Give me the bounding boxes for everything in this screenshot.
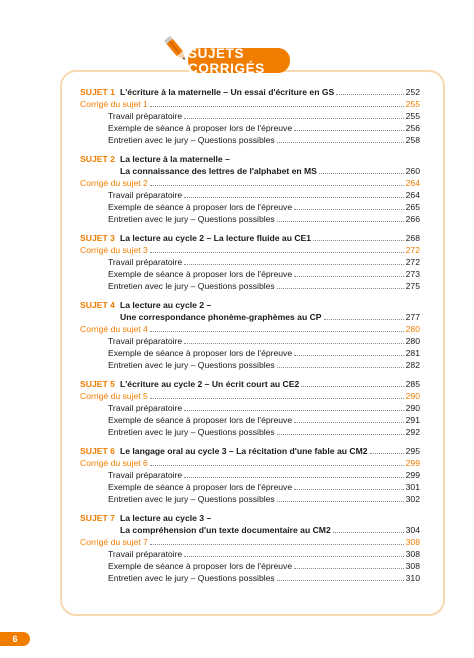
dot-leader (184, 410, 403, 411)
subject-title-row[interactable] (80, 378, 420, 390)
page-ref: 308 (405, 561, 420, 571)
page-ref: 255 (405, 99, 420, 109)
toc-entry[interactable] (80, 347, 420, 359)
subject-title: La lecture à la maternelle – (120, 154, 230, 164)
page-ref: 290 (405, 391, 420, 401)
page-ref: 291 (405, 415, 420, 425)
toc-entry[interactable] (80, 335, 420, 347)
page-ref: 310 (405, 573, 420, 583)
subject-title: L'écriture à la maternelle – Un essai d'écriture en GS (120, 87, 335, 97)
subject-number: SUJET 1 (80, 87, 115, 97)
page-ref: 268 (405, 233, 420, 243)
dot-leader (150, 185, 404, 186)
subject-title: Une correspondance phonème-graphèmes au CP (120, 312, 322, 322)
entry-label: Exemple de séance à proposer lors de l'épreuve (108, 123, 293, 133)
dot-leader (184, 264, 403, 265)
dot-leader (277, 580, 404, 581)
toc-entry[interactable] (80, 122, 420, 134)
entry-label: Exemple de séance à proposer lors de l'épreuve (108, 415, 293, 425)
page-ref: 258 (405, 135, 420, 145)
toc-entry[interactable] (80, 280, 420, 292)
corrige-label: Corrigé du sujet 6 (80, 458, 148, 468)
entry-label: Travail préparatoire (108, 549, 183, 559)
page-ref: 277 (405, 312, 420, 322)
page-ref: 272 (405, 245, 420, 255)
toc-entry[interactable] (80, 256, 420, 268)
entry-label: Exemple de séance à proposer lors de l'épreuve (108, 202, 293, 212)
dot-leader (294, 355, 404, 356)
page-ref: 299 (405, 470, 420, 480)
entry-label: Entretien avec le jury – Questions possibles (108, 214, 275, 224)
corrige-label: Corrigé du sujet 5 (80, 391, 148, 401)
dot-leader (184, 197, 403, 198)
subject-block (80, 232, 420, 292)
dot-leader (294, 276, 404, 277)
table-of-contents (80, 86, 420, 591)
subject-title-row[interactable] (80, 299, 420, 311)
entry-label: Exemple de séance à proposer lors de l'épreuve (108, 561, 293, 571)
subject-title: L'écriture au cycle 2 – Un écrit court au CE2 (120, 379, 300, 389)
page-ref: 301 (405, 482, 420, 492)
dot-leader (294, 489, 404, 490)
dot-leader (150, 106, 404, 107)
dot-leader (277, 367, 404, 368)
dot-leader (150, 398, 404, 399)
page-ref: 266 (405, 214, 420, 224)
page-ref: 272 (405, 257, 420, 267)
dot-leader (150, 331, 404, 332)
dot-leader (294, 209, 404, 210)
page-ref: 260 (405, 166, 420, 176)
toc-entry[interactable] (80, 213, 420, 225)
subject-title-row[interactable] (80, 512, 420, 524)
page-number: 6 (0, 632, 30, 646)
dot-leader (313, 240, 404, 241)
dot-leader (333, 532, 404, 533)
page-ref: 304 (405, 525, 420, 535)
corrige-row[interactable] (80, 98, 420, 110)
toc-entry[interactable] (80, 572, 420, 584)
dot-leader (294, 130, 404, 131)
page-ref: 308 (405, 537, 420, 547)
page-ref: 302 (405, 494, 420, 504)
corrige-row[interactable] (80, 390, 420, 402)
corrige-row[interactable] (80, 323, 420, 335)
corrige-row[interactable] (80, 177, 420, 189)
entry-label: Entretien avec le jury – Questions possibles (108, 281, 275, 291)
page-ref: 299 (405, 458, 420, 468)
dot-leader (370, 453, 404, 454)
toc-entry[interactable] (80, 414, 420, 426)
corrige-label: Corrigé du sujet 7 (80, 537, 148, 547)
page-ref: 265 (405, 202, 420, 212)
page-ref: 308 (405, 549, 420, 559)
corrige-label: Corrigé du sujet 3 (80, 245, 148, 255)
entry-label: Entretien avec le jury – Questions possibles (108, 135, 275, 145)
toc-entry[interactable] (80, 402, 420, 414)
dot-leader (277, 221, 404, 222)
subject-title-row[interactable] (80, 524, 420, 536)
toc-entry[interactable] (80, 481, 420, 493)
corrige-row[interactable] (80, 244, 420, 256)
entry-label: Entretien avec le jury – Questions possibles (108, 427, 275, 437)
subject-title: Le langage oral au cycle 3 – La récitation d'une fable au CM2 (120, 446, 368, 456)
dot-leader (150, 252, 404, 253)
subject-title-row[interactable] (80, 232, 420, 244)
dot-leader (277, 501, 404, 502)
dot-leader (336, 94, 403, 95)
entry-label: Travail préparatoire (108, 257, 183, 267)
subject-title: La lecture au cycle 3 – (120, 513, 212, 523)
entry-label: Entretien avec le jury – Questions possibles (108, 360, 275, 370)
subject-number: SUJET 5 (80, 379, 115, 389)
corrige-label: Corrigé du sujet 4 (80, 324, 148, 334)
dot-leader (184, 556, 403, 557)
dot-leader (277, 434, 404, 435)
entry-label: Entretien avec le jury – Questions possibles (108, 494, 275, 504)
subject-title-row[interactable] (80, 445, 420, 457)
subject-title: La connaissance des lettres de l'alphabet en MS (120, 166, 317, 176)
pencil-icon (161, 33, 191, 65)
dot-leader (150, 544, 404, 545)
subject-number: SUJET 2 (80, 154, 115, 164)
subject-number: SUJET 7 (80, 513, 115, 523)
toc-entry[interactable] (80, 493, 420, 505)
dot-leader (184, 118, 403, 119)
page-ref: 255 (405, 111, 420, 121)
page-ref: 281 (405, 348, 420, 358)
subject-number: SUJET 4 (80, 300, 115, 310)
subject-block (80, 299, 420, 371)
dot-leader (324, 319, 404, 320)
entry-label: Exemple de séance à proposer lors de l'épreuve (108, 348, 293, 358)
page-ref: 280 (405, 324, 420, 334)
subject-block (80, 378, 420, 438)
dot-leader (184, 343, 403, 344)
corrige-label: Corrigé du sujet 2 (80, 178, 148, 188)
toc-entry[interactable] (80, 110, 420, 122)
subject-title: La compréhension d'un texte documentaire au CM2 (120, 525, 331, 535)
entry-label: Travail préparatoire (108, 470, 183, 480)
subject-number: SUJET 6 (80, 446, 115, 456)
dot-leader (184, 477, 403, 478)
toc-entry[interactable] (80, 548, 420, 560)
dot-leader (294, 422, 404, 423)
corrige-row[interactable] (80, 457, 420, 469)
entry-label: Exemple de séance à proposer lors de l'épreuve (108, 482, 293, 492)
toc-entry[interactable] (80, 359, 420, 371)
entry-label: Travail préparatoire (108, 111, 183, 121)
page-ref: 295 (405, 446, 420, 456)
toc-entry[interactable] (80, 469, 420, 481)
subject-title: La lecture au cycle 2 – (120, 300, 212, 310)
page-ref: 256 (405, 123, 420, 133)
page-ref: 280 (405, 336, 420, 346)
subject-title-row[interactable] (80, 165, 420, 177)
subject-title: La lecture au cycle 2 – La lecture fluide au CE1 (120, 233, 312, 243)
dot-leader (277, 288, 404, 289)
page-ref: 273 (405, 269, 420, 279)
page-ref: 264 (405, 190, 420, 200)
entry-label: Travail préparatoire (108, 403, 183, 413)
subject-block (80, 512, 420, 584)
dot-leader (150, 465, 404, 466)
page-ref: 285 (405, 379, 420, 389)
page-ref: 275 (405, 281, 420, 291)
page-ref: 282 (405, 360, 420, 370)
dot-leader (277, 142, 404, 143)
subject-block (80, 153, 420, 225)
subject-title-row[interactable] (80, 86, 420, 98)
section-title-badge: SUJETS CORRIGÉS (188, 48, 290, 73)
toc-entry[interactable] (80, 189, 420, 201)
entry-label: Travail préparatoire (108, 336, 183, 346)
page-ref: 264 (405, 178, 420, 188)
entry-label: Entretien avec le jury – Questions possibles (108, 573, 275, 583)
subject-title-row[interactable] (80, 311, 420, 323)
toc-entry[interactable] (80, 201, 420, 213)
corrige-label: Corrigé du sujet 1 (80, 99, 148, 109)
dot-leader (294, 568, 404, 569)
subject-title-row[interactable] (80, 153, 420, 165)
page-ref: 292 (405, 427, 420, 437)
toc-entry[interactable] (80, 560, 420, 572)
subject-block (80, 86, 420, 146)
toc-entry[interactable] (80, 426, 420, 438)
subject-number: SUJET 3 (80, 233, 115, 243)
page-ref: 290 (405, 403, 420, 413)
corrige-row[interactable] (80, 536, 420, 548)
entry-label: Travail préparatoire (108, 190, 183, 200)
toc-entry[interactable] (80, 134, 420, 146)
dot-leader (301, 386, 403, 387)
toc-entry[interactable] (80, 268, 420, 280)
dot-leader (319, 173, 404, 174)
entry-label: Exemple de séance à proposer lors de l'épreuve (108, 269, 293, 279)
page-ref: 252 (405, 87, 420, 97)
subject-block (80, 445, 420, 505)
